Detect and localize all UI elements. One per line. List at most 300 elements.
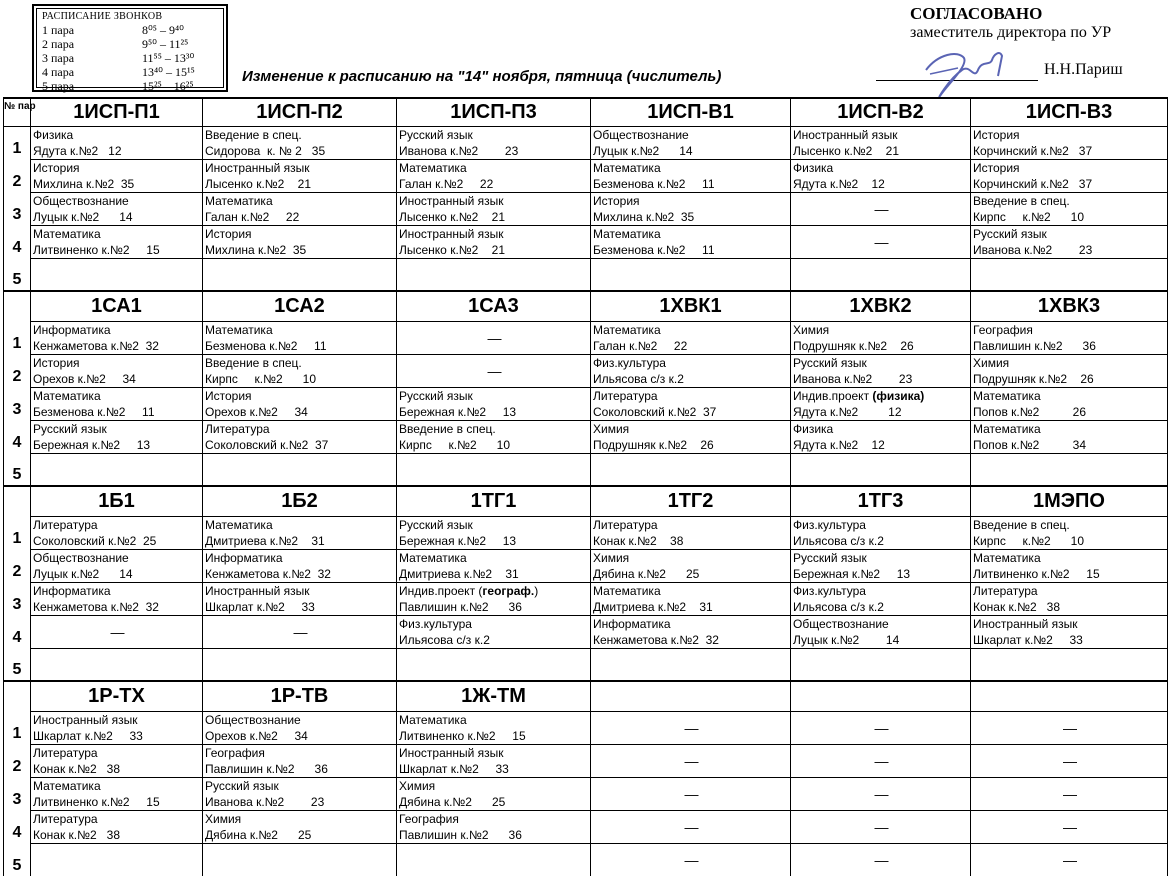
bell-row xyxy=(42,23,218,37)
lesson-row xyxy=(4,549,1168,582)
subject-text: Математика xyxy=(205,517,273,532)
lesson-subject xyxy=(399,388,590,404)
empty-lesson-dash: — xyxy=(684,818,699,835)
lesson-subject xyxy=(793,127,970,143)
bell-schedule-title: РАСПИСАНИЕ ЗВОНКОВ xyxy=(42,11,163,22)
subject-note: географ. xyxy=(482,583,535,598)
subject-text: Русский язык xyxy=(973,226,1047,241)
lesson-teacher-room: Соколовский к.№2 25 xyxy=(33,533,157,548)
lesson-teacher-room: Михлина к.№2 35 xyxy=(205,242,307,257)
lesson-teacher-room: Орехов к.№2 34 xyxy=(205,404,308,419)
lesson-subject xyxy=(793,388,970,404)
group-name: 1СА3 xyxy=(397,291,591,321)
bell-schedule xyxy=(32,4,228,92)
bell-pair: 5 пара xyxy=(42,79,75,93)
group-name: 1ИСП-П2 xyxy=(203,98,397,126)
lesson-cell xyxy=(971,159,1168,192)
bell-row xyxy=(42,79,218,93)
lesson-cell xyxy=(397,159,591,192)
lesson-teacher-room: Дмитриева к.№2 31 xyxy=(593,599,713,614)
subject-text: Иностранный язык xyxy=(973,616,1078,631)
lesson-subject xyxy=(593,421,790,437)
subject-text: Математика xyxy=(593,160,661,175)
lesson-cell xyxy=(971,192,1168,225)
lesson-subject xyxy=(793,616,970,632)
lesson-subject xyxy=(593,226,790,242)
subject-note-end: ) xyxy=(534,583,539,598)
lesson-cell xyxy=(971,258,1168,291)
lesson-teacher-room: Иванова к.№2 23 xyxy=(399,143,519,158)
lesson-cell xyxy=(591,192,791,225)
subject-text: История xyxy=(33,355,80,370)
lesson-teacher-room: Орехов к.№2 34 xyxy=(205,728,308,743)
group-name: 1СА2 xyxy=(203,291,397,321)
lesson-row xyxy=(4,648,1168,681)
lesson-cell xyxy=(971,516,1168,549)
lesson-cell xyxy=(203,126,397,159)
lesson-cell xyxy=(203,225,397,258)
lesson-cell xyxy=(203,453,397,486)
lesson-subject xyxy=(33,778,202,794)
subject-text: Русский язык xyxy=(399,127,473,142)
lesson-cell xyxy=(203,777,397,810)
lesson-cell xyxy=(591,843,791,876)
lesson-subject xyxy=(205,517,396,533)
bell-row xyxy=(42,51,218,65)
subject-text: Математика xyxy=(205,193,273,208)
lesson-cell xyxy=(791,516,971,549)
lesson-row xyxy=(4,387,1168,420)
subject-text: Обществознание xyxy=(33,193,129,208)
lesson-cell xyxy=(31,192,203,225)
lesson-teacher-room: Орехов к.№2 34 xyxy=(33,371,136,386)
lesson-row xyxy=(4,192,1168,225)
subject-text: Иностранный язык xyxy=(205,583,310,598)
lesson-subject xyxy=(205,355,396,371)
lesson-teacher-room: Бережная к.№2 13 xyxy=(399,404,517,419)
lesson-subject xyxy=(205,778,396,794)
lesson-teacher-room: Ядута к.№2 12 xyxy=(33,143,122,158)
empty-lesson-dash: — xyxy=(874,818,889,835)
bell-time: 9⁵⁰ – 11²⁵ xyxy=(142,37,189,51)
lesson-cell xyxy=(591,159,791,192)
subject-text: Иностранный язык xyxy=(399,226,504,241)
subject-text: Информатика xyxy=(593,616,671,631)
lesson-teacher-room: Бережная к.№2 13 xyxy=(793,566,911,581)
lesson-row xyxy=(4,126,1168,159)
lesson-subject xyxy=(593,517,790,533)
lesson-cell xyxy=(203,420,397,453)
lesson-cell xyxy=(31,744,203,777)
lesson-subject xyxy=(33,127,202,143)
subject-text: Введение в спец. xyxy=(205,127,302,142)
subject-text: История xyxy=(205,226,252,241)
lesson-cell xyxy=(31,321,203,354)
lesson-cell xyxy=(397,420,591,453)
lesson-subject xyxy=(399,193,590,209)
lesson-subject xyxy=(205,322,396,338)
lesson-teacher-room: Павлишин к.№2 36 xyxy=(399,827,522,842)
lesson-cell xyxy=(31,126,203,159)
lesson-subject xyxy=(205,226,396,242)
lesson-subject xyxy=(593,616,790,632)
lesson-cell xyxy=(591,549,791,582)
group-name: 1ИСП-В3 xyxy=(971,98,1168,126)
lesson-row xyxy=(4,843,1168,876)
group-name: 1ТГ3 xyxy=(791,486,971,516)
subject-text: История xyxy=(593,193,640,208)
group-name: 1ХВК2 xyxy=(791,291,971,321)
lesson-cell xyxy=(791,387,971,420)
subject-text: Физика xyxy=(33,127,74,142)
pair-number: 4 xyxy=(4,420,31,453)
group-name: 1ИСП-В1 xyxy=(591,98,791,126)
lesson-teacher-room: Павлишин к.№2 36 xyxy=(205,761,328,776)
pair-number: 4 xyxy=(4,810,31,843)
subject-text: Литература xyxy=(593,388,658,403)
lesson-teacher-room: Корчинский к.№2 37 xyxy=(973,176,1093,191)
subject-text: Введение в спец. xyxy=(399,421,496,436)
lesson-row xyxy=(4,744,1168,777)
subject-text: Иностранный язык xyxy=(399,745,504,760)
lesson-subject xyxy=(973,127,1167,143)
lesson-teacher-room: Иванова к.№2 23 xyxy=(205,794,325,809)
pair-number: 5 xyxy=(4,843,31,876)
empty-lesson-dash: — xyxy=(684,719,699,736)
lesson-subject xyxy=(593,388,790,404)
subject-text: Информатика xyxy=(33,583,111,598)
group-name: 1Р-ТВ xyxy=(203,681,397,711)
empty-lesson-dash: — xyxy=(1063,752,1077,769)
lesson-cell xyxy=(31,711,203,744)
empty-lesson-dash: — xyxy=(293,623,308,640)
lesson-teacher-room: Подрушняк к.№2 26 xyxy=(973,371,1094,386)
schedule-table xyxy=(3,97,1168,876)
empty-lesson-dash: — xyxy=(110,623,125,640)
lesson-cell xyxy=(791,810,971,843)
lesson-cell xyxy=(397,516,591,549)
group-name xyxy=(971,681,1168,711)
lesson-cell xyxy=(971,777,1168,810)
pair-number: 5 xyxy=(4,258,31,291)
lesson-cell xyxy=(971,843,1168,876)
pair-number: 4 xyxy=(4,615,31,648)
lesson-subject xyxy=(399,127,590,143)
lesson-cell xyxy=(591,582,791,615)
lesson-subject xyxy=(33,712,202,728)
subject-text: Введение в спец. xyxy=(973,517,1070,532)
subject-text: Иностранный язык xyxy=(399,193,504,208)
lesson-teacher-room: Лысенко к.№2 21 xyxy=(793,143,900,158)
lesson-subject xyxy=(205,712,396,728)
lesson-subject xyxy=(973,517,1167,533)
lesson-teacher-room: Павлишин к.№2 36 xyxy=(399,599,522,614)
lesson-cell xyxy=(791,549,971,582)
lesson-subject xyxy=(205,583,396,599)
lesson-teacher-room: Шкарлат к.№2 33 xyxy=(205,599,315,614)
approval-name: Н.Н.Париш xyxy=(1044,61,1123,78)
lesson-subject xyxy=(399,226,590,242)
group-name: 1ИСП-В2 xyxy=(791,98,971,126)
lesson-cell xyxy=(31,582,203,615)
lesson-teacher-room: Михлина к.№2 35 xyxy=(33,176,135,191)
subject-text: Химия xyxy=(399,778,436,793)
lesson-teacher-room: Кирпс к.№2 10 xyxy=(973,209,1085,224)
lesson-cell xyxy=(203,354,397,387)
subject-text: Русский язык xyxy=(205,778,279,793)
subject-text: Русский язык xyxy=(33,421,107,436)
lesson-cell xyxy=(397,777,591,810)
pair-number: 3 xyxy=(4,387,31,420)
lesson-subject xyxy=(33,421,202,437)
subject-text: Математика xyxy=(205,322,273,337)
lesson-teacher-room: Литвиненко к.№2 15 xyxy=(973,566,1100,581)
lesson-subject xyxy=(399,712,590,728)
pair-number: 2 xyxy=(4,744,31,777)
lesson-cell xyxy=(397,192,591,225)
lesson-teacher-room: Кенжаметова к.№2 32 xyxy=(205,566,331,581)
lesson-cell xyxy=(31,549,203,582)
group-name: 1Ж-ТМ xyxy=(397,681,591,711)
lesson-cell xyxy=(31,777,203,810)
lesson-subject xyxy=(593,127,790,143)
lesson-subject xyxy=(399,517,590,533)
page-title: Изменение к расписанию на "14" ноября, пятница (числитель) xyxy=(242,68,722,85)
lesson-cell xyxy=(397,843,591,876)
lesson-teacher-room: Конак к.№2 38 xyxy=(973,599,1061,614)
lesson-teacher-room: Луцык к.№2 14 xyxy=(33,209,133,224)
lesson-subject xyxy=(399,778,590,794)
lesson-subject xyxy=(593,550,790,566)
group-name: 1Б1 xyxy=(31,486,203,516)
lesson-subject xyxy=(793,322,970,338)
subject-text: Литература xyxy=(33,745,98,760)
pair-number-header xyxy=(4,681,31,711)
lesson-cell xyxy=(203,321,397,354)
lesson-cell xyxy=(591,648,791,681)
group-name: 1СА1 xyxy=(31,291,203,321)
subject-text: Математика xyxy=(33,226,101,241)
lesson-cell xyxy=(971,453,1168,486)
group-name: 1Б2 xyxy=(203,486,397,516)
subject-text: Русский язык xyxy=(399,388,473,403)
lesson-cell xyxy=(591,126,791,159)
subject-text: География xyxy=(973,322,1033,337)
lesson-subject xyxy=(593,583,790,599)
lesson-subject xyxy=(399,421,590,437)
subject-text: Иностранный язык xyxy=(205,160,310,175)
lesson-cell xyxy=(971,648,1168,681)
lesson-subject xyxy=(33,517,202,533)
pair-number: 1 xyxy=(4,321,31,354)
lesson-subject xyxy=(973,322,1167,338)
lesson-cell xyxy=(203,159,397,192)
subject-text: Физ.культура xyxy=(793,517,866,532)
lesson-subject xyxy=(973,583,1167,599)
lesson-cell xyxy=(971,387,1168,420)
lesson-teacher-room: Подрушняк к.№2 26 xyxy=(593,437,714,452)
lesson-teacher-room: Ильясова с/з к.2 xyxy=(593,371,684,386)
lesson-subject xyxy=(33,583,202,599)
subject-text: Русский язык xyxy=(399,517,473,532)
lesson-teacher-room: Литвиненко к.№2 15 xyxy=(33,794,160,809)
lesson-teacher-room: Ильясова с/з к.2 xyxy=(793,599,884,614)
lesson-cell xyxy=(971,810,1168,843)
lesson-teacher-room: Безменова к.№2 11 xyxy=(205,338,327,353)
lesson-cell xyxy=(971,711,1168,744)
pair-number: 1 xyxy=(4,711,31,744)
subject-text: Химия xyxy=(973,355,1010,370)
group-name xyxy=(791,681,971,711)
lesson-teacher-room: Корчинский к.№2 37 xyxy=(973,143,1093,158)
lesson-cell xyxy=(397,711,591,744)
empty-lesson-dash: — xyxy=(1063,818,1077,835)
lesson-cell xyxy=(397,648,591,681)
subject-text: Физика xyxy=(793,421,834,436)
lesson-row xyxy=(4,615,1168,648)
lesson-cell xyxy=(397,126,591,159)
lesson-cell xyxy=(791,321,971,354)
group-name: 1ИСП-П3 xyxy=(397,98,591,126)
lesson-cell xyxy=(591,516,791,549)
lesson-cell xyxy=(203,516,397,549)
lesson-cell xyxy=(31,810,203,843)
lesson-teacher-room: Соколовский к.№2 37 xyxy=(205,437,329,452)
lesson-cell xyxy=(591,354,791,387)
pair-number: 2 xyxy=(4,549,31,582)
subject-text: Литература xyxy=(205,421,270,436)
subject-text: Математика xyxy=(973,421,1041,436)
pair-number: 2 xyxy=(4,159,31,192)
lesson-subject xyxy=(33,388,202,404)
lesson-teacher-room: Михлина к.№2 35 xyxy=(593,209,695,224)
subject-text: Математика xyxy=(399,550,467,565)
empty-lesson-dash: — xyxy=(874,719,889,736)
subject-text: Физ.культура xyxy=(593,355,666,370)
lesson-cell xyxy=(31,615,203,648)
subject-text: Русский язык xyxy=(793,550,867,565)
lesson-cell xyxy=(591,258,791,291)
subject-text: История xyxy=(33,160,80,175)
lesson-teacher-room: Лысенко к.№2 21 xyxy=(399,209,506,224)
lesson-row xyxy=(4,711,1168,744)
subject-text: Математика xyxy=(593,583,661,598)
bell-row xyxy=(42,37,218,51)
lesson-row xyxy=(4,777,1168,810)
lesson-cell xyxy=(397,225,591,258)
lesson-subject xyxy=(205,421,396,437)
lesson-teacher-room: Кирпс к.№2 10 xyxy=(399,437,511,452)
lesson-row xyxy=(4,453,1168,486)
pair-number: 5 xyxy=(4,453,31,486)
empty-lesson-dash: — xyxy=(1063,785,1077,802)
lesson-cell xyxy=(203,615,397,648)
lesson-cell xyxy=(591,420,791,453)
pair-number: 3 xyxy=(4,192,31,225)
lesson-teacher-room: Галан к.№2 22 xyxy=(399,176,494,191)
subject-text: Иностранный язык xyxy=(793,127,898,142)
lesson-cell xyxy=(203,648,397,681)
lesson-cell xyxy=(791,225,971,258)
empty-lesson-dash: — xyxy=(874,851,889,868)
empty-lesson-dash: — xyxy=(487,329,502,346)
approval-heading: СОГЛАСОВАНО xyxy=(910,4,1043,23)
lesson-cell xyxy=(791,192,971,225)
subject-text: Химия xyxy=(593,421,630,436)
subject-text: Физ.культура xyxy=(793,583,866,598)
lesson-teacher-room: Луцык к.№2 14 xyxy=(793,632,900,647)
lesson-row xyxy=(4,516,1168,549)
lesson-subject xyxy=(205,193,396,209)
subject-text: Химия xyxy=(593,550,630,565)
lesson-teacher-room: Конак к.№2 38 xyxy=(593,533,684,548)
lesson-cell xyxy=(31,354,203,387)
lesson-cell xyxy=(791,159,971,192)
lesson-cell xyxy=(591,453,791,486)
subject-text: Химия xyxy=(205,811,242,826)
lesson-subject xyxy=(973,355,1167,371)
lesson-cell xyxy=(791,258,971,291)
lesson-subject xyxy=(33,193,202,209)
subject-text: Математика xyxy=(399,160,467,175)
lesson-cell xyxy=(397,549,591,582)
lesson-cell xyxy=(591,387,791,420)
bell-time: 15²⁵ – 16²⁵ xyxy=(142,79,194,93)
subject-text: Математика xyxy=(33,778,101,793)
pair-number-header xyxy=(4,291,31,321)
lesson-subject xyxy=(973,616,1167,632)
group-name: 1ХВК3 xyxy=(971,291,1168,321)
lesson-subject xyxy=(793,160,970,176)
empty-lesson-dash: — xyxy=(684,752,699,769)
lesson-teacher-room: Безменова к.№2 11 xyxy=(593,242,715,257)
lesson-cell xyxy=(971,615,1168,648)
pair-number: 2 xyxy=(4,354,31,387)
lesson-cell xyxy=(203,387,397,420)
lesson-teacher-room: Шкарлат к.№2 33 xyxy=(399,761,509,776)
subject-text: Индив.проект xyxy=(793,388,873,403)
lesson-cell xyxy=(591,777,791,810)
pair-number: 1 xyxy=(4,126,31,159)
lesson-cell xyxy=(203,192,397,225)
subject-text: Литература xyxy=(33,517,98,532)
lesson-cell xyxy=(203,744,397,777)
lesson-teacher-room: Конак к.№2 38 xyxy=(33,827,121,842)
bell-pair: 1 пара xyxy=(42,23,75,37)
bell-time: 11⁵⁵ – 13³⁰ xyxy=(142,51,195,65)
group-header-row xyxy=(4,98,1168,126)
lesson-teacher-room: Кирпс к.№2 10 xyxy=(205,371,317,386)
lesson-teacher-room: Галан к.№2 22 xyxy=(593,338,688,353)
subject-text: Математика xyxy=(973,388,1041,403)
subject-text: Литература xyxy=(973,583,1038,598)
subject-text: Обществознание xyxy=(33,550,129,565)
lesson-cell xyxy=(591,615,791,648)
lesson-teacher-room: Безменова к.№2 11 xyxy=(593,176,715,191)
lesson-teacher-room: Кенжаметова к.№2 32 xyxy=(33,338,159,353)
lesson-cell xyxy=(397,810,591,843)
lesson-subject xyxy=(793,550,970,566)
bell-pair: 2 пара xyxy=(42,37,75,51)
lesson-teacher-room: Литвиненко к.№2 15 xyxy=(33,242,160,257)
lesson-row xyxy=(4,354,1168,387)
group-name: 1МЭПО xyxy=(971,486,1168,516)
bell-time: 8⁰⁵ – 9⁴⁰ xyxy=(142,23,184,37)
subject-text: Литература xyxy=(593,517,658,532)
lesson-row xyxy=(4,321,1168,354)
lesson-subject xyxy=(205,127,396,143)
lesson-cell xyxy=(397,321,591,354)
